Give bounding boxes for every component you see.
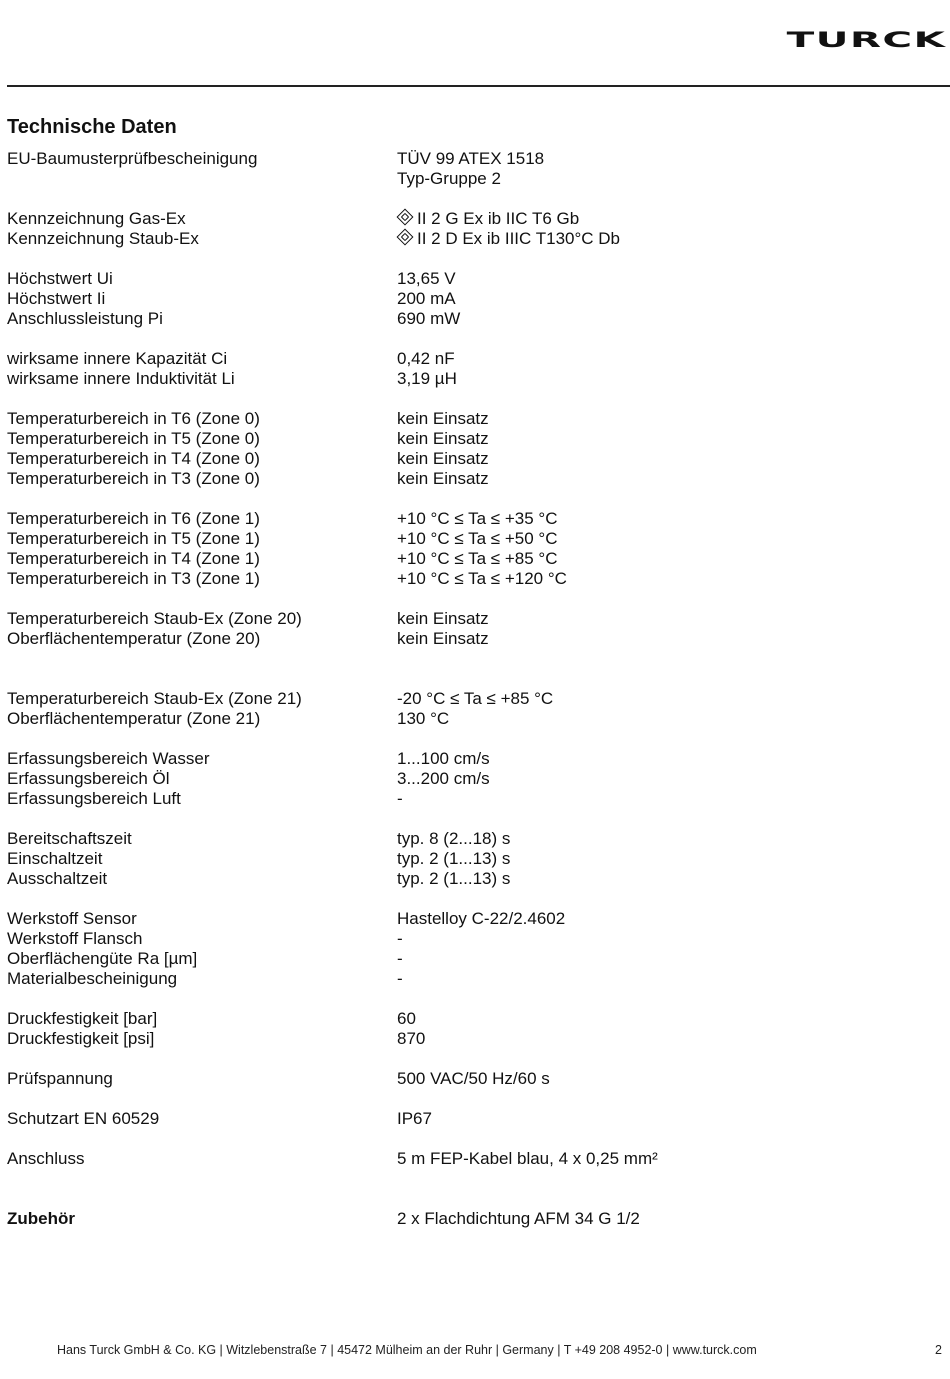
spec-value <box>397 349 455 369</box>
spec-label: wirksame innere Kapazität Ci <box>7 349 228 368</box>
spec-label: Höchstwert Ii <box>7 289 106 308</box>
spec-row <box>7 609 937 629</box>
spec-row <box>7 549 937 569</box>
spec-value-text: typ. 8 (2...18) s <box>397 829 511 848</box>
spec-value-text: kein Einsatz <box>397 409 489 428</box>
spec-label: Anschluss <box>7 1149 85 1168</box>
spec-row <box>7 849 937 869</box>
spec-row <box>7 389 937 409</box>
spec-value <box>397 569 567 589</box>
spec-row <box>7 329 937 349</box>
spec-value-text: II 2 D Ex ib IIIC T130°C Db <box>417 229 621 248</box>
spec-row <box>7 489 937 509</box>
spec-value-text: 60 <box>397 1009 416 1028</box>
spec-value <box>397 1069 550 1089</box>
spec-row <box>7 669 937 689</box>
page-number: 2 <box>935 1343 942 1357</box>
spec-label: Temperaturbereich in T5 (Zone 0) <box>7 429 260 448</box>
spec-label: Erfassungsbereich Wasser <box>7 749 210 768</box>
spec-value-text: kein Einsatz <box>397 429 489 448</box>
spec-label: Temperaturbereich in T6 (Zone 0) <box>7 409 260 428</box>
spec-value <box>397 609 489 629</box>
spec-row <box>7 1029 937 1049</box>
spec-row <box>7 769 937 789</box>
spec-value <box>397 509 557 529</box>
spec-value <box>397 209 579 229</box>
spec-row <box>7 449 937 469</box>
spec-value <box>397 849 510 869</box>
spec-label: Temperaturbereich in T4 (Zone 1) <box>7 549 260 568</box>
spec-row <box>7 229 937 249</box>
spec-value-text: 3...200 cm/s <box>397 769 490 788</box>
spec-label: Temperaturbereich in T3 (Zone 0) <box>7 469 260 488</box>
spec-row <box>7 1189 937 1209</box>
spec-value <box>397 909 565 929</box>
spec-row <box>7 749 937 769</box>
spec-value-text: Typ-Gruppe 2 <box>397 169 501 188</box>
spec-value-text: 870 <box>397 1029 426 1048</box>
spec-value <box>397 949 403 969</box>
spec-value <box>397 529 557 549</box>
spec-row <box>7 169 937 189</box>
spec-value-text: 200 mA <box>397 289 456 308</box>
spec-label: Werkstoff Sensor <box>7 909 137 928</box>
spec-row <box>7 1069 937 1089</box>
spec-value <box>397 449 489 469</box>
spec-value <box>397 289 456 309</box>
spec-value-text: +10 °C ≤ Ta ≤ +120 °C <box>397 569 567 588</box>
spec-label: Oberflächengüte Ra [µm] <box>7 949 198 968</box>
spec-value-text: typ. 2 (1...13) s <box>397 869 511 888</box>
spec-row <box>7 1049 937 1069</box>
spec-row <box>7 569 937 589</box>
spec-label: Temperaturbereich in T5 (Zone 1) <box>7 529 260 548</box>
spec-value-text: 500 VAC/50 Hz/60 s <box>397 1069 550 1088</box>
spec-label: Kennzeichnung Staub-Ex <box>7 229 199 248</box>
spec-table <box>7 149 937 1229</box>
spec-value-text: II 2 G Ex ib IIC T6 Gb <box>417 209 580 228</box>
spec-row <box>7 809 937 829</box>
spec-value <box>397 169 501 189</box>
spec-value <box>397 869 510 889</box>
spec-value-text: kein Einsatz <box>397 469 489 488</box>
spec-value <box>397 709 449 729</box>
spec-value-text: 1...100 cm/s <box>397 749 490 768</box>
spec-value <box>397 749 490 769</box>
header-rule <box>7 85 950 87</box>
spec-label: Bereitschaftszeit <box>7 829 132 848</box>
spec-value-text: kein Einsatz <box>397 629 489 648</box>
spec-label: Temperaturbereich Staub-Ex (Zone 20) <box>7 609 302 628</box>
spec-row <box>7 989 937 1009</box>
spec-row <box>7 589 937 609</box>
spec-value <box>397 369 457 389</box>
spec-value-text: - <box>397 929 403 948</box>
spec-label: Anschlussleistung Pi <box>7 309 163 328</box>
spec-value <box>397 1029 425 1049</box>
spec-row <box>7 269 937 289</box>
spec-row <box>7 969 937 989</box>
spec-value <box>397 689 553 709</box>
spec-label: Temperaturbereich in T4 (Zone 0) <box>7 449 260 468</box>
spec-label: Oberflächentemperatur (Zone 21) <box>7 709 261 728</box>
spec-value-text: kein Einsatz <box>397 609 489 628</box>
spec-value <box>397 829 510 849</box>
spec-label: Druckfestigkeit [bar] <box>7 1009 158 1028</box>
spec-row <box>7 189 937 209</box>
spec-row <box>7 649 937 669</box>
spec-value-text: typ. 2 (1...13) s <box>397 849 511 868</box>
spec-label: Temperaturbereich in T6 (Zone 1) <box>7 509 260 528</box>
spec-row <box>7 1089 937 1109</box>
spec-value <box>397 929 403 949</box>
spec-row <box>7 709 937 729</box>
spec-value-text: 5 m FEP-Kabel blau, 4 x 0,25 mm² <box>397 1149 658 1168</box>
spec-row <box>7 469 937 489</box>
spec-row <box>7 1129 937 1149</box>
spec-row <box>7 429 937 449</box>
spec-value-text: IP67 <box>397 1109 432 1128</box>
spec-row <box>7 1169 937 1189</box>
footer-address: Hans Turck GmbH & Co. KG | Witzlebenstraße 7 | 45472 Mülheim an der Ruhr | Germany | T +49 208 4952-0 | www.turck.com <box>57 1343 757 1357</box>
section-title: Technische Daten <box>7 116 177 138</box>
spec-row <box>7 1109 937 1129</box>
spec-row <box>7 1209 937 1229</box>
spec-row <box>7 369 937 389</box>
spec-value <box>397 549 557 569</box>
spec-row <box>7 249 937 269</box>
spec-value-text: 13,65 V <box>397 269 456 288</box>
spec-value <box>397 269 456 289</box>
spec-row <box>7 949 937 969</box>
spec-row <box>7 909 937 929</box>
spec-value <box>397 789 403 809</box>
spec-value-text: - <box>397 949 403 968</box>
spec-row <box>7 209 937 229</box>
spec-value-text: -20 °C ≤ Ta ≤ +85 °C <box>397 689 554 708</box>
spec-label: Zubehör <box>7 1209 75 1228</box>
spec-value <box>397 409 489 429</box>
spec-value-text: 690 mW <box>397 309 461 328</box>
spec-value-text: TÜV 99 ATEX 1518 <box>397 149 545 168</box>
spec-value <box>397 769 490 789</box>
spec-value <box>397 309 460 329</box>
spec-value-text: +10 °C ≤ Ta ≤ +85 °C <box>397 549 558 568</box>
spec-value <box>397 429 489 449</box>
spec-row <box>7 869 937 889</box>
spec-label: Temperaturbereich Staub-Ex (Zone 21) <box>7 689 302 708</box>
spec-label: EU-Baumusterprüfbescheinigung <box>7 149 258 168</box>
spec-label: Prüfspannung <box>7 1069 113 1088</box>
ex-marking-icon <box>397 229 414 246</box>
spec-value <box>397 1109 432 1129</box>
spec-label: Druckfestigkeit [psi] <box>7 1029 155 1048</box>
spec-value-text: kein Einsatz <box>397 449 489 468</box>
spec-value-text: Hastelloy C-22/2.4602 <box>397 909 566 928</box>
spec-row <box>7 829 937 849</box>
spec-row <box>7 149 937 169</box>
spec-label: Temperaturbereich in T3 (Zone 1) <box>7 569 260 588</box>
spec-label: Kennzeichnung Gas-Ex <box>7 209 186 228</box>
spec-row <box>7 509 937 529</box>
spec-value-text: 130 °C <box>397 709 450 728</box>
spec-label: Materialbescheinigung <box>7 969 178 988</box>
spec-row <box>7 789 937 809</box>
spec-value-text: - <box>397 789 403 808</box>
spec-row <box>7 529 937 549</box>
spec-row <box>7 289 937 309</box>
spec-label: Höchstwert Ui <box>7 269 113 288</box>
spec-value-text: 0,42 nF <box>397 349 455 368</box>
spec-value <box>397 1209 640 1229</box>
spec-value <box>397 1009 416 1029</box>
spec-value <box>397 1149 658 1169</box>
spec-row <box>7 889 937 909</box>
spec-value-text: +10 °C ≤ Ta ≤ +50 °C <box>397 529 558 548</box>
spec-value-text: 3,19 µH <box>397 369 457 388</box>
spec-row <box>7 629 937 649</box>
spec-label: Einschaltzeit <box>7 849 103 868</box>
ex-marking-icon <box>397 209 414 226</box>
spec-label: Ausschaltzeit <box>7 869 108 888</box>
spec-label: wirksame innere Induktivität Li <box>7 369 235 388</box>
spec-row <box>7 409 937 429</box>
spec-value-text: 2 x Flachdichtung AFM 34 G 1/2 <box>397 1209 640 1228</box>
spec-label: Schutzart EN 60529 <box>7 1109 160 1128</box>
spec-label: Oberflächentemperatur (Zone 20) <box>7 629 261 648</box>
spec-value <box>397 149 544 169</box>
spec-label: Erfassungsbereich Luft <box>7 789 181 808</box>
spec-value-text: - <box>397 969 403 988</box>
spec-label: Erfassungsbereich Öl <box>7 769 170 788</box>
spec-row <box>7 1149 937 1169</box>
turck-logo: TURCK <box>786 27 946 53</box>
spec-label: Werkstoff Flansch <box>7 929 143 948</box>
spec-value-text: +10 °C ≤ Ta ≤ +35 °C <box>397 509 558 528</box>
spec-value <box>397 629 489 649</box>
spec-row <box>7 929 937 949</box>
spec-row <box>7 729 937 749</box>
spec-row <box>7 689 937 709</box>
spec-row <box>7 349 937 369</box>
spec-value <box>397 469 489 489</box>
spec-value <box>397 969 403 989</box>
spec-row <box>7 1009 937 1029</box>
spec-value <box>397 229 620 249</box>
spec-row <box>7 309 937 329</box>
